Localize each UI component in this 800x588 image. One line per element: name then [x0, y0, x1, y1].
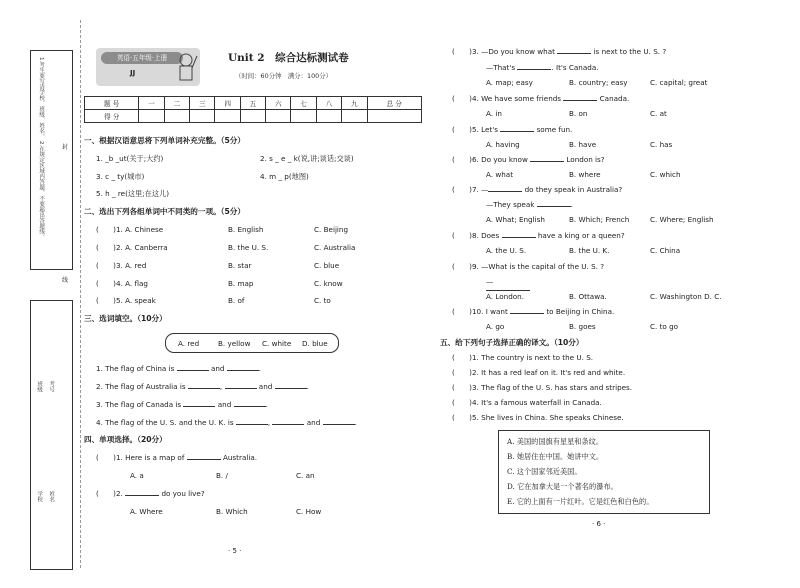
option-c: C. Washington D. C.	[650, 292, 722, 301]
section2-heading: 二、选出下列各组单词中不同类的一项。（5分）	[84, 207, 245, 216]
table-cell: 五	[240, 97, 265, 110]
answer-blank[interactable]	[563, 100, 597, 101]
mc-question-7: ( )7. — do they speak in Australia?	[452, 185, 623, 194]
option-b: B. Which; French	[569, 215, 630, 224]
cut-line	[80, 20, 81, 568]
list-item: ( )5. A. speak	[96, 296, 156, 305]
list-item: 4. m _ p(地图)	[260, 172, 309, 181]
answer-blank[interactable]	[177, 370, 209, 371]
translation-option: A. 美国的国旗有星星和条纹。	[507, 437, 604, 446]
list-item: ( )2. A. Canberra	[96, 243, 168, 252]
table-cell: 七	[291, 97, 316, 110]
score-cell[interactable]	[215, 110, 240, 123]
list-item: ( )1. The country is next to the U. S.	[452, 353, 594, 362]
table-cell: 九	[342, 97, 367, 110]
binding-strip-top	[30, 50, 73, 270]
option-c: C. blue	[314, 261, 340, 270]
answer-blank[interactable]	[557, 53, 591, 54]
section1-heading: 一、根据汉语意思将下列单词补充完整。（5分）	[84, 136, 245, 145]
list-item: 3. c _ ty(城市)	[96, 172, 145, 181]
option-c: C. know	[314, 279, 343, 288]
list-item: ( )4. It's a famous waterfall in Canada.	[452, 398, 602, 407]
score-cell[interactable]	[266, 110, 291, 123]
answer-blank[interactable]	[183, 406, 215, 407]
table-cell: 得 分	[85, 110, 139, 123]
page-title: Unit 2 综合达标测试卷	[228, 52, 349, 64]
option-b: B. on	[569, 109, 588, 118]
answer-blank[interactable]	[510, 313, 544, 314]
option-c: C. to go	[650, 322, 679, 331]
mc-question-8: ( )8. Does have a king or a queen?	[452, 231, 625, 240]
option-a: A. what	[486, 170, 514, 179]
option-c: C. Australia	[314, 243, 356, 252]
table-cell: 题 号	[85, 97, 139, 110]
score-cell[interactable]	[316, 110, 341, 123]
answer-blank[interactable]	[125, 495, 159, 496]
option-c: C. capital; great	[650, 78, 708, 87]
score-header-row	[85, 97, 422, 110]
answer-blank[interactable]	[537, 206, 571, 207]
mc-question-3: ( )3. —Do you know what is next to the U. S. ?	[452, 47, 667, 56]
option-c: C. which	[650, 170, 681, 179]
word-option: A. red	[178, 339, 200, 348]
fill-question-4: 4. The flag of the U. S. and the U. K. is , and .	[96, 418, 357, 427]
score-cell[interactable]	[139, 110, 164, 123]
option-c: C. China	[650, 246, 681, 255]
mc-question-7-reply: —They speak .	[486, 200, 573, 209]
list-item: ( )4. A. flag	[96, 279, 148, 288]
score-value-row	[85, 110, 422, 123]
option-b: B. have	[569, 140, 597, 149]
mc-question-3-reply: —That's . It's Canada.	[486, 63, 599, 72]
seal-label: 封	[62, 144, 69, 151]
answer-blank[interactable]	[234, 406, 266, 407]
mc-question-10: ( )10. I want to Beijing in China.	[452, 307, 615, 316]
exam-instructions: 1.考生要写清学校、班级、姓名。 2.在规定区域内答题，不要超出答题线。	[38, 57, 45, 240]
section5-heading: 五、给下列句子选择正确的译文。（10分）	[440, 338, 584, 347]
list-item: 1. _b _ut(关于;大约)	[96, 154, 164, 163]
fill-question-2: 2. The flag of Australia is , and .	[96, 382, 309, 391]
option-a: A. London.	[486, 292, 524, 301]
option-b: B. goes	[569, 322, 596, 331]
score-cell[interactable]	[164, 110, 189, 123]
option-a: A. having	[486, 140, 520, 149]
table-cell: 总 分	[367, 97, 422, 110]
option-b: B. the U. S.	[228, 243, 269, 252]
grade-badge: 英语·五年级·上册	[101, 52, 183, 64]
list-item: ( )3. The flag of the U. S. has stars and stripes.	[452, 383, 633, 392]
option-a: A. a	[130, 471, 144, 480]
answer-blank[interactable]	[323, 424, 355, 425]
option-a: A. the U. S.	[486, 246, 527, 255]
answer-blank[interactable]	[502, 237, 536, 238]
word-option: C. white	[262, 339, 292, 348]
list-item: ( )2. It has a red leaf on it. It's red and white.	[452, 368, 626, 377]
exam-info: （时间：60分钟 满分：100分）	[235, 72, 333, 80]
option-b: B. star	[228, 261, 252, 270]
school-label: 学校	[36, 491, 43, 502]
option-b: B. country; easy	[569, 78, 628, 87]
translation-option: B. 她居住在中国。她讲中文。	[507, 452, 604, 461]
option-c: C. to	[314, 296, 331, 305]
option-c: C. Where; English	[650, 215, 714, 224]
table-cell: 四	[215, 97, 240, 110]
list-item: ( )3. A. red	[96, 261, 147, 270]
mc-question-4: ( )4. We have some friends Canada.	[452, 94, 630, 103]
mc-question-9: ( )9. —What is the capital of the U. S. ?	[452, 262, 605, 271]
table-cell: 二	[164, 97, 189, 110]
option-c: C. How	[296, 507, 322, 516]
section4-heading: 四、单项选择。（20分）	[84, 435, 167, 444]
mc-question-6: ( )6. Do you know London is?	[452, 155, 605, 164]
answer-blank[interactable]	[517, 69, 551, 70]
score-table	[84, 96, 422, 123]
answer-blank[interactable]	[500, 131, 534, 132]
edition-label: JJ	[130, 69, 136, 77]
option-a: A. in	[486, 109, 502, 118]
mascot-icon	[174, 52, 198, 84]
word-option: B. yellow	[218, 339, 251, 348]
option-b: B. Ottawa.	[569, 292, 607, 301]
page-number-right: · 6 ·	[592, 520, 606, 528]
list-item: ( )1. A. Chinese	[96, 225, 164, 234]
option-c: C. an	[296, 471, 315, 480]
fill-question-1: 1. The flag of China is and .	[96, 364, 262, 373]
translation-box	[498, 430, 710, 514]
answer-blank[interactable]	[272, 424, 304, 425]
table-cell: 六	[266, 97, 291, 110]
option-a: A. Where	[130, 507, 163, 516]
option-c: C. Beijing	[314, 225, 349, 234]
answer-blank[interactable]	[188, 388, 220, 389]
option-b: B. the U. K.	[569, 246, 610, 255]
word-bank	[165, 333, 339, 353]
option-a: A. map; easy	[486, 78, 533, 87]
answer-blank[interactable]	[187, 459, 221, 460]
option-a: A. go	[486, 322, 505, 331]
score-cell[interactable]	[240, 110, 265, 123]
translation-option: E. 它的上面有一片红叶。它是红色和白色的。	[507, 497, 654, 506]
answer-blank[interactable]	[488, 191, 522, 192]
option-b: B. /	[216, 471, 228, 480]
mc-question-2: ( )2. do you live?	[96, 489, 205, 498]
answer-blank[interactable]	[225, 388, 257, 389]
list-item: 5. h _ re(这里;在这儿)	[96, 189, 170, 198]
answer-blank[interactable]	[530, 161, 564, 162]
option-c: C. has	[650, 140, 673, 149]
option-b: B. English	[228, 225, 264, 234]
score-cell[interactable]	[291, 110, 316, 123]
table-cell: 一	[139, 97, 164, 110]
fill-question-3: 3. The flag of Canada is and .	[96, 400, 268, 409]
option-b: B. map	[228, 279, 254, 288]
translation-option: D. 它在加拿大是一个著名的瀑布。	[507, 482, 618, 491]
answer-blank[interactable]	[236, 424, 268, 425]
mc-question-9-reply: —	[486, 278, 530, 292]
section3-heading: 三、选词填空。（10分）	[84, 314, 167, 323]
list-item: ( )5. She lives in China. She speaks Chinese.	[452, 413, 624, 422]
mc-question-1: ( )1. Here is a map of Australia.	[96, 453, 258, 462]
binding-strip-bottom	[30, 300, 73, 570]
score-cell[interactable]	[342, 110, 367, 123]
list-item: 2. s _ e _ k(说,讲;谈话;交谈)	[260, 154, 354, 163]
table-cell: 三	[190, 97, 215, 110]
answer-blank[interactable]	[275, 388, 307, 389]
option-a: A. What; English	[486, 215, 545, 224]
option-c: C. at	[650, 109, 667, 118]
option-b: B. where	[569, 170, 601, 179]
page-number-left: · 5 ·	[228, 547, 242, 555]
answer-blank[interactable]	[227, 370, 259, 371]
word-option: D. blue	[302, 339, 328, 348]
mc-question-5: ( )5. Let's some fun.	[452, 125, 573, 134]
table-cell: 八	[316, 97, 341, 110]
name-label: 姓名	[48, 491, 55, 502]
option-b: B. Which	[216, 507, 248, 516]
score-cell[interactable]	[367, 110, 422, 123]
line-label: 线	[62, 277, 69, 284]
translation-option: C. 这个国家邻近美国。	[507, 467, 582, 476]
score-cell[interactable]	[190, 110, 215, 123]
number-label: 考号	[48, 381, 55, 392]
class-label: 班级	[36, 381, 43, 392]
option-b: B. of	[228, 296, 245, 305]
